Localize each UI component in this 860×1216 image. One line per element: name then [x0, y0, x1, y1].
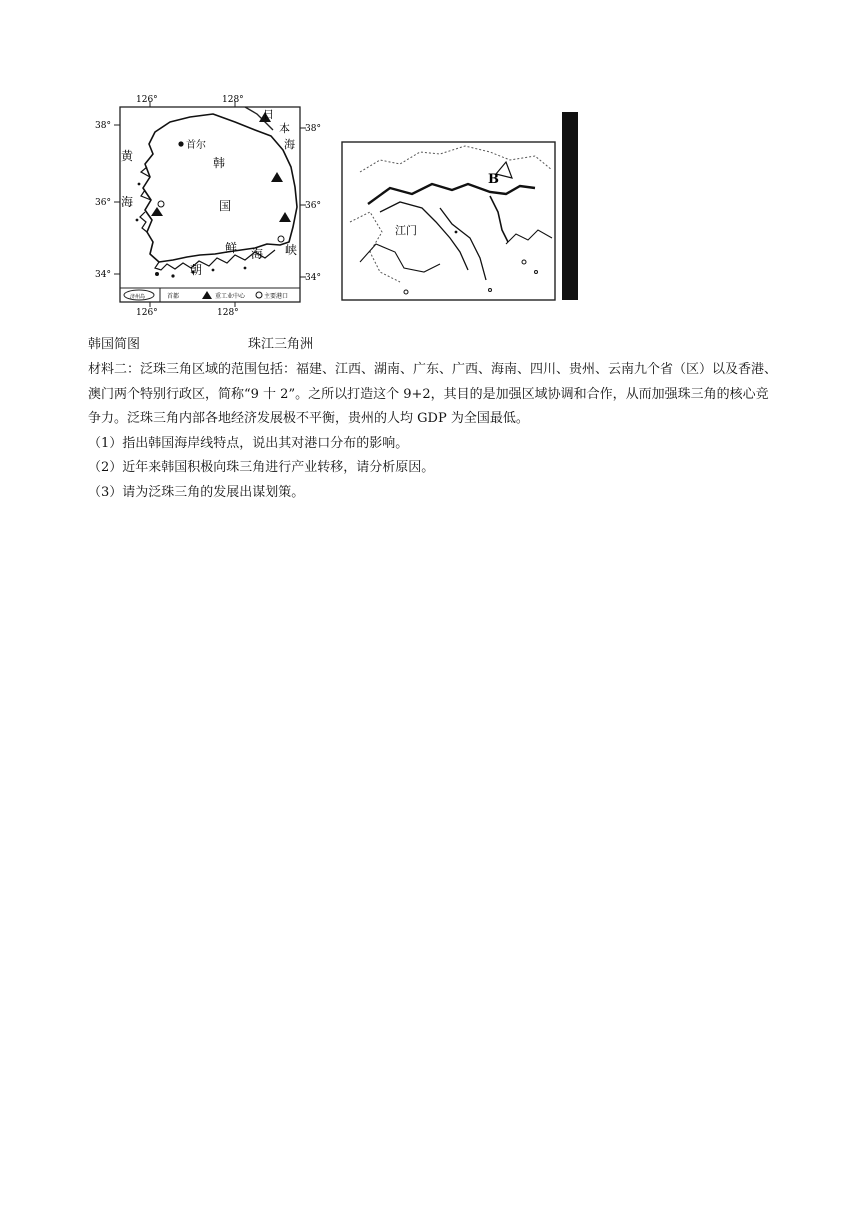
lat-label-34-left: 34°	[95, 270, 111, 280]
lat-label-36-left: 36°	[95, 198, 111, 208]
place-strait-1: 朝	[190, 263, 203, 277]
place-yellow-sea-1: 黄	[121, 149, 134, 163]
lon-label-126-top: 126°	[136, 95, 158, 105]
figure-maps	[95, 92, 595, 322]
legend-capital: 首都	[167, 293, 180, 300]
prd-map	[340, 112, 580, 302]
inset-jeju: 济州岛	[130, 294, 146, 300]
place-strait-3: 海	[251, 247, 264, 261]
label-b: B	[488, 172, 499, 187]
lat-label-36-right: 36°	[305, 201, 321, 211]
lon-label-126-bottom: 126°	[136, 308, 158, 318]
caption-korea-map: 韩国简图	[88, 337, 141, 352]
place-japan-sea-1: 日	[263, 108, 274, 121]
material-two-paragraph: 材料二：泛珠三角区域的范围包括：福建、江西、湖南、广东、广西、海南、四川、贵州、云南九个省（区）以及香港、澳门两个特别行政区，简称“9 十 2”。之所以打造这个 9+2，其目的是加强区域协调和合作，从而加强珠三角的核心竞争力。泛珠三角内部各地经济发展极不平衡，贵州的人均 GDP 为全国最低。	[88, 362, 778, 426]
legend-heavy-industry: 重工业中心	[215, 293, 246, 300]
label-jiangmen: 江门	[395, 224, 417, 237]
korea-map	[95, 92, 321, 318]
place-japan-sea-3: 海	[284, 138, 295, 151]
lat-label-38-right: 38°	[305, 124, 321, 134]
question-1: （1）指出韩国海岸线特点，说出其对港口分布的影响。	[88, 435, 409, 451]
place-yellow-sea-2: 海	[121, 195, 134, 209]
place-japan-sea-2: 本	[279, 122, 290, 135]
lon-label-128-top: 128°	[222, 95, 244, 105]
place-strait-2: 鲜	[225, 241, 238, 255]
lat-label-38-left: 38°	[95, 121, 111, 131]
place-strait-4: 峡	[285, 243, 298, 257]
lon-label-128-bottom: 128°	[217, 308, 239, 318]
place-korea-2: 国	[219, 199, 232, 213]
question-3: （3）请为泛珠三角的发展出谋划策。	[88, 484, 305, 500]
place-seoul: 首尔	[186, 140, 206, 151]
place-korea-1: 韩	[213, 156, 226, 170]
document-body	[88, 358, 778, 505]
caption-prd-map: 珠江三角洲	[248, 337, 314, 352]
lat-label-34-right: 34°	[305, 273, 321, 283]
legend-port: 主要港口	[264, 293, 289, 300]
question-2: （2）近年来韩国积极向珠三角进行产业转移，请分析原因。	[88, 460, 435, 475]
